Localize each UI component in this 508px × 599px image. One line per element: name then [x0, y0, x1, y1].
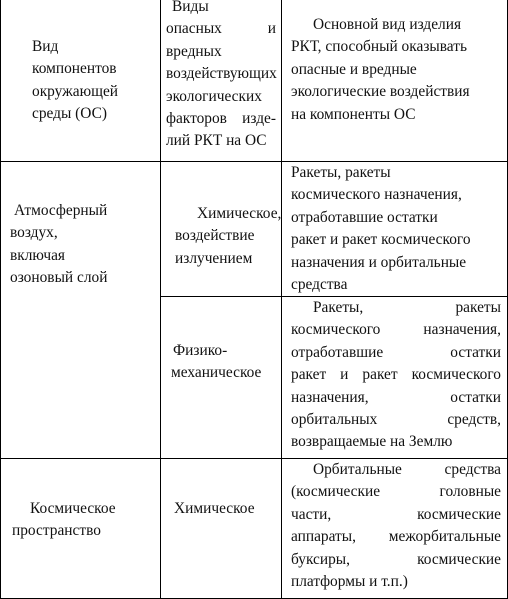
component-line: Атмосферный: [14, 202, 108, 219]
header-component-line: окружающей: [32, 82, 119, 100]
factor-line: Химическое: [174, 500, 255, 517]
row-atmosphere-products-chemical: [291, 162, 471, 296]
row-atmosphere-component: [10, 200, 107, 290]
products-line: космического назначения,: [291, 321, 501, 339]
factor-line: воздействие: [175, 227, 255, 245]
row-atmosphere-factor-chemical: [175, 203, 281, 270]
component-line: пространство: [12, 522, 101, 540]
table-border-left: [0, 0, 1, 599]
products-line: назначения и орбитальные: [291, 253, 467, 271]
products-line: буксиры, космические: [291, 550, 501, 568]
row-space-component: [12, 498, 116, 543]
factor-line: излучением: [175, 249, 253, 267]
header-products-line: экологические воздействия: [291, 83, 470, 101]
component-line: включая: [10, 246, 65, 264]
products-line: Орбитальные средства: [313, 461, 501, 478]
component-line: озоновый слой: [10, 269, 108, 287]
header-factors-line: Виды: [172, 0, 209, 15]
row-atmosphere-products-physical: [291, 297, 501, 454]
header-factors-line: опасных и: [166, 20, 276, 38]
header-products: [291, 14, 501, 126]
header-component: [32, 36, 118, 126]
factor-line: Физико-: [173, 342, 228, 359]
component-line: воздух,: [10, 224, 58, 242]
factor-line: механическое: [171, 364, 262, 382]
products-line: платформы и т.п.): [291, 573, 408, 591]
products-line: средства: [291, 276, 348, 294]
products-line: аппараты, межорбитальные: [291, 528, 501, 546]
products-line: (космические головные: [291, 483, 501, 501]
products-line: Ракеты, ракеты: [313, 299, 501, 316]
products-line: отработавшие остатки: [291, 343, 501, 361]
products-line: ракет и ракет космического: [291, 231, 471, 249]
header-factors-line: вредных: [166, 42, 222, 60]
header-factors-line: факторов изде-: [166, 110, 276, 128]
table-divider-col1: [160, 0, 161, 599]
products-line: части, космические: [291, 505, 501, 523]
header-products-line: Основной вид изделия: [313, 16, 462, 33]
component-line: Космическое: [30, 500, 116, 517]
row-atmosphere-factor-physical: [171, 340, 261, 385]
products-line: возвращаемые на Землю: [291, 433, 453, 451]
header-component-line: компонентов: [32, 60, 117, 78]
header-products-line: РКТ, способный оказывать: [291, 38, 467, 56]
products-line: космического назначения,: [291, 186, 462, 204]
products-line: отработавшие остатки: [291, 208, 438, 226]
header-products-line: на компоненты ОС: [291, 105, 416, 123]
row-space-factor: [174, 498, 255, 520]
factor-line: Химическое,: [197, 205, 282, 222]
header-factors-line: лий РКТ на ОС: [166, 132, 267, 150]
table-divider-col2: [281, 0, 282, 599]
header-factors-line: воздействующих: [166, 65, 277, 83]
header-component-line: среды (ОС): [32, 105, 107, 123]
row-space-products: [291, 459, 501, 593]
header-factors: [166, 0, 276, 153]
products-line: Ракеты, ракеты: [291, 164, 391, 181]
products-line: ракет и ракет космического: [291, 366, 501, 384]
products-line: орбитальных средств,: [291, 411, 501, 429]
header-component-line: Вид: [32, 38, 59, 55]
header-products-line: опасные и вредные: [291, 60, 417, 78]
products-line: назначения, остатки: [291, 388, 501, 406]
header-factors-line: экологических: [166, 87, 262, 105]
